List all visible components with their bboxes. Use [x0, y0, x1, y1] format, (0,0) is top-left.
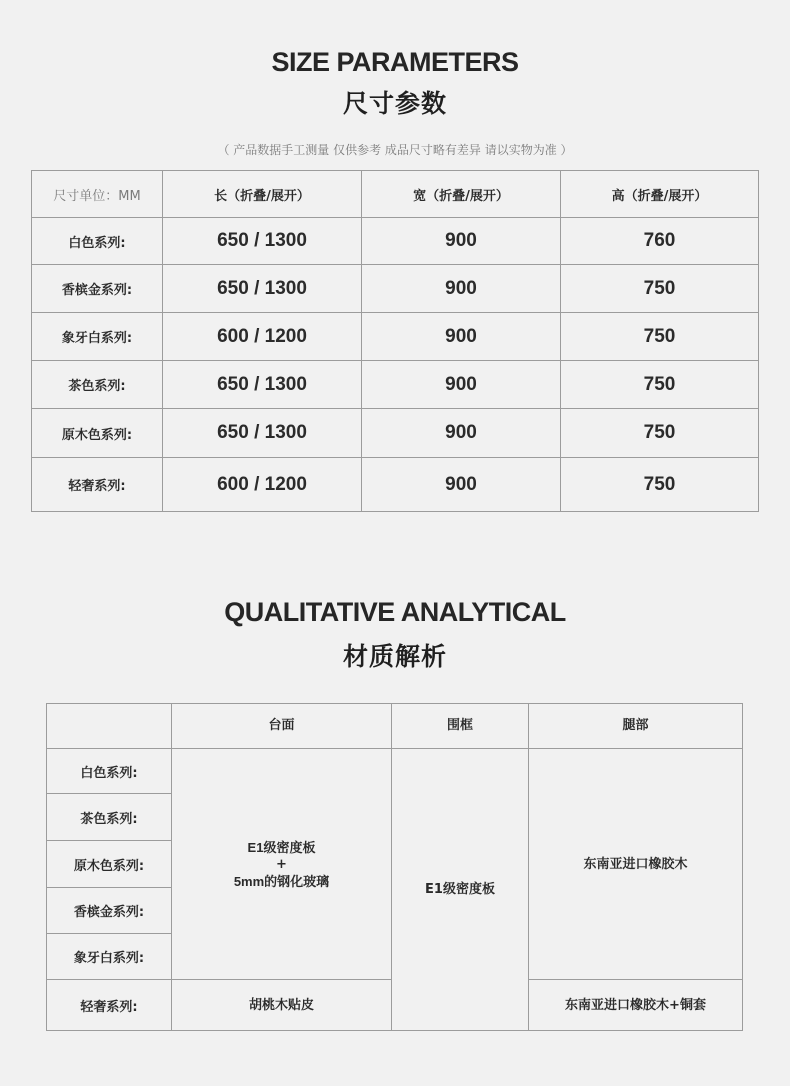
series-label: 象牙白系列:: [32, 313, 163, 361]
height-value: 750: [561, 409, 759, 458]
height-value: 760: [561, 218, 759, 265]
table-row: [32, 409, 759, 458]
width-value: 900: [362, 218, 561, 265]
series-label: 象牙白系列:: [47, 934, 172, 980]
length-value: 650 / 1300: [163, 409, 362, 458]
length-value: 650 / 1300: [163, 361, 362, 409]
width-value: 900: [362, 313, 561, 361]
series-label: 香槟金系列:: [47, 888, 172, 934]
width-value: 900: [362, 409, 561, 458]
tabletop-main-line-2: +: [276, 856, 287, 872]
tabletop-main-cell: [172, 749, 392, 980]
length-value: 650 / 1300: [163, 218, 362, 265]
size-title-cn: 尺寸参数: [342, 89, 447, 118]
table-row: [32, 458, 759, 512]
height-value: 750: [561, 361, 759, 409]
header-width: 宽（折叠/展开）: [362, 171, 561, 218]
header-legs: 腿部: [529, 704, 743, 749]
table-row: [32, 265, 759, 313]
legs-main-cell: 东南亚进口橡胶木: [529, 749, 743, 980]
header-empty: [47, 704, 172, 749]
table-row: [32, 313, 759, 361]
header-frame: 围框: [392, 704, 529, 749]
tabletop-main-line-3: 5mm的钢化玻璃: [233, 873, 330, 889]
series-label: 茶色系列:: [47, 794, 172, 841]
series-label: 白色系列:: [47, 749, 172, 794]
frame-cell: E1级密度板: [392, 749, 529, 1031]
size-note: （ 产品数据手工测量 仅供参考 成品尺寸略有差异 请以实物为准 ）: [217, 143, 573, 157]
series-label: 原木色系列:: [32, 409, 163, 458]
size-header-row: [32, 171, 759, 218]
material-title-en: QUALITATIVE ANALYTICAL: [224, 597, 566, 627]
series-label: 白色系列:: [32, 218, 163, 265]
series-label: 轻奢系列:: [47, 980, 172, 1031]
material-header-row: [47, 704, 743, 749]
table-row: [32, 361, 759, 409]
header-length: 长（折叠/展开）: [163, 171, 362, 218]
series-label: 香槟金系列:: [32, 265, 163, 313]
length-value: 650 / 1300: [163, 265, 362, 313]
height-value: 750: [561, 265, 759, 313]
width-value: 900: [362, 265, 561, 313]
table-row: [32, 218, 759, 265]
height-value: 750: [561, 458, 759, 512]
legs-luxury-cell: 东南亚进口橡胶木+铜套: [529, 980, 743, 1031]
series-label: 原木色系列:: [47, 841, 172, 888]
tabletop-luxury-cell: 胡桃木贴皮: [172, 980, 392, 1031]
series-label: 轻奢系列:: [32, 458, 163, 512]
length-value: 600 / 1200: [163, 313, 362, 361]
header-tabletop: 台面: [172, 704, 392, 749]
material-table: [46, 703, 743, 1031]
series-label: 茶色系列:: [32, 361, 163, 409]
width-value: 900: [362, 458, 561, 512]
width-value: 900: [362, 361, 561, 409]
header-height: 高（折叠/展开）: [561, 171, 759, 218]
header-unit: 尺寸单位：MM: [32, 171, 163, 218]
tabletop-main-line-1: E1级密度板: [247, 839, 316, 855]
table-row: [47, 749, 743, 794]
size-title-en: SIZE PARAMETERS: [271, 47, 519, 77]
length-value: 600 / 1200: [163, 458, 362, 512]
size-table: [31, 170, 759, 512]
material-title-cn: 材质解析: [342, 642, 447, 671]
height-value: 750: [561, 313, 759, 361]
